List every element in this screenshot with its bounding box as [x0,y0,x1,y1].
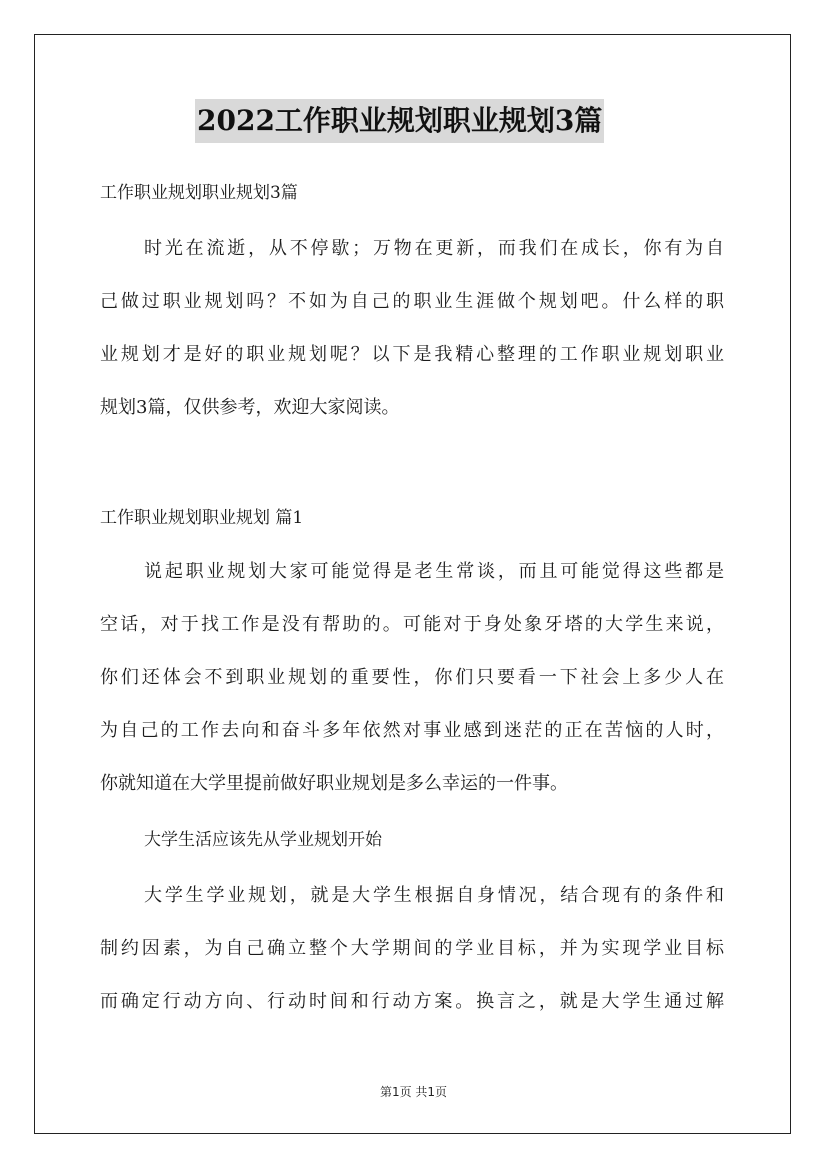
section-line: 说起职业规划大家可能觉得是老生常谈，而且可能觉得这些都是 [144,561,724,582]
section-line: 你就知道在大学里提前做好职业规划是多么幸运的一件事。 [100,773,568,794]
subheading: 大学生活应该先从学业规划开始 [144,830,382,850]
section-line: 你们还体会不到职业规划的重要性，你们只要看一下社会上多少人在 [100,667,724,688]
body-line: 制约因素，为自己确立整个大学期间的学业目标，并为实现学业目标 [100,938,724,959]
intro-line: 时光在流逝，从不停歇；万物在更新，而我们在成长，你有为自 [144,238,724,259]
document-subtitle: 工作职业规划职业规划3篇 [100,183,298,203]
intro-line: 业规划才是好的职业规划呢？以下是我精心整理的工作职业规划职业 [100,344,724,365]
section-heading: 工作职业规划职业规划 篇1 [100,508,304,528]
page-footer: 第1页 共1页 [379,1085,448,1099]
body-line: 而确定行动方向、行动时间和行动方案。换言之，就是大学生通过解 [100,991,724,1012]
document-title: 2022工作职业规划职业规划3篇 [195,99,604,143]
section-line: 为自己的工作去向和奋斗多年依然对事业感到迷茫的正在苦恼的人时， [100,720,724,741]
intro-line: 己做过职业规划吗？不如为自己的职业生涯做个规划吧。什么样的职 [100,291,724,312]
section-line: 空话，对于找工作是没有帮助的。可能对于身处象牙塔的大学生来说， [100,614,724,635]
body-line: 大学生学业规划，就是大学生根据自身情况，结合现有的条件和 [144,885,724,906]
intro-line: 规划3篇，仅供参考，欢迎大家阅读。 [100,397,400,418]
